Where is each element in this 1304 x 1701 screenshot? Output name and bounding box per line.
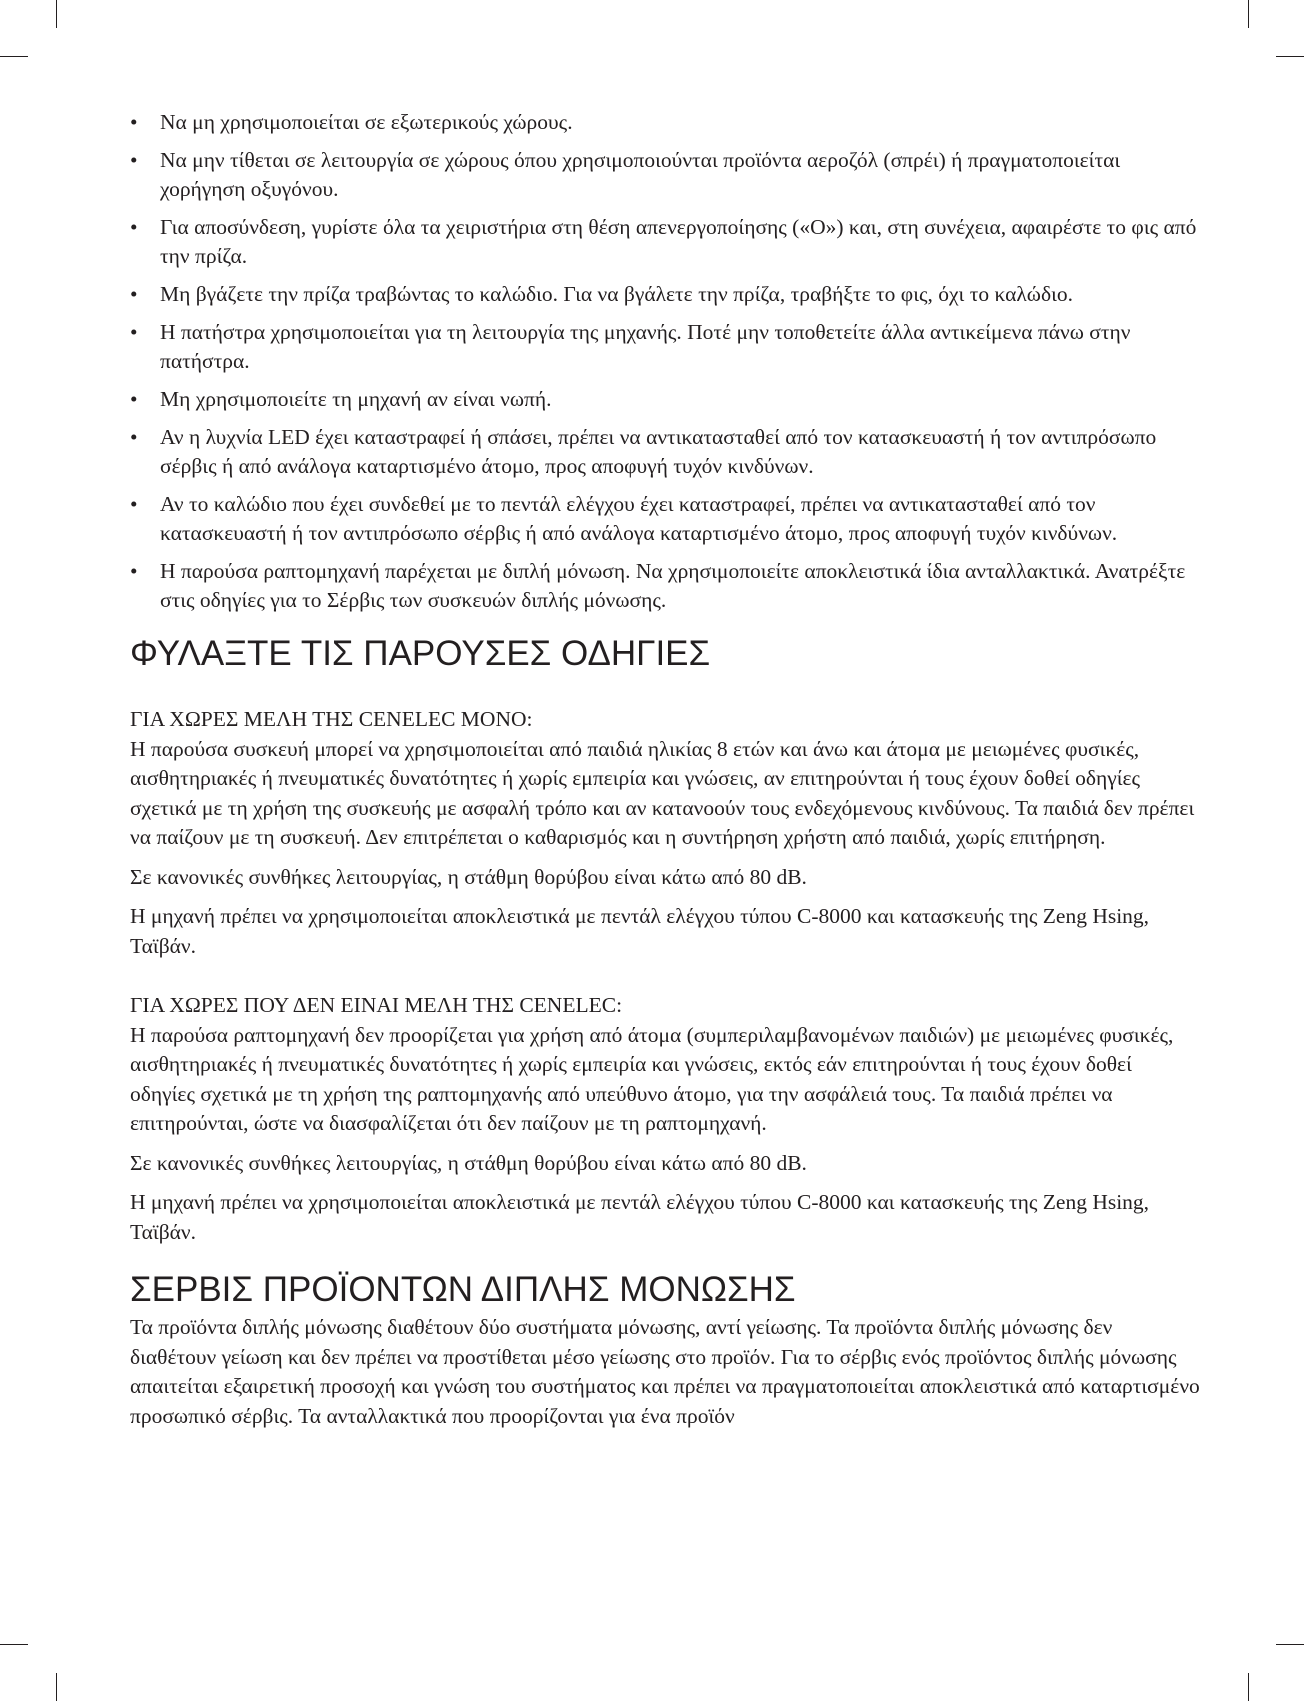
non-cenelec-noise: Σε κανονικές συνθήκες λειτουργίας, η στάθμη θορύβου είναι κάτω από 80 dB. — [130, 1150, 807, 1175]
crop-mark-top-right-h — [1276, 56, 1304, 57]
cenelec-pedal: Η μηχανή πρέπει να χρησιμοποιείται αποκλειστικά με πεντάλ ελέγχου τύπου C-8000 και κατασκευής της Zeng Hsing, Ταϊβάν. — [130, 904, 1150, 958]
cenelec-noise: Σε κανονικές συνθήκες λειτουργίας, η στάθμη θορύβου είναι κάτω από 80 dB. — [130, 864, 807, 889]
save-instructions-heading: ΦΥΛΑΞΤΕ ΤΙΣ ΠΑΡΟΥΣΕΣ ΟΔΗΓΙΕΣ — [130, 634, 711, 673]
crop-mark-bottom-left — [56, 1673, 57, 1701]
service-heading: ΣΕΡΒΙΣ ΠΡΟΪΟΝΤΩΝ ΔΙΠΛΗΣ ΜΟΝΩΣΗΣ — [130, 1270, 796, 1309]
bullet-item: • Μη βγάζετε την πρίζα τραβώντας το καλώδιο. Για να βγάλετε την πρίζα, τραβήξτε το φις, όχι το καλώδιο. — [130, 280, 1200, 309]
cenelec-body: Η παρούσα συσκευή μπορεί να χρησιμοποιείται από παιδιά ηλικίας 8 ετών και άνω και άτομα με μειωμένες φυσικές, αισθητηριακές ή πνευματικές δυνατότητες ή χωρίς εμπειρία και γνώσεις, αν επιτηρούνται ή τους έχουν δοθεί οδηγίες σχετικά με τη χρήση της συσκευής με ασφαλή τρόπο και αν κατανοούν τους ενδεχόμενους κινδύνους. Τα παιδιά δεν πρέπει να παίζουν με τη συσκευή. Δεν επιτρέπεται ο καθαρισμός και η συντήρηση χρήστη από παιδιά, χωρίς επιτήρηση. — [130, 736, 1195, 849]
crop-mark-top-right — [1248, 0, 1249, 28]
bullet-item: • Να μη χρησιμοποιείται σε εξωτερικούς χώρους. — [130, 108, 1200, 137]
bullet-item: • Αν η λυχνία LED έχει καταστραφεί ή σπάσει, πρέπει να αντικατασταθεί από τον κατασκευαστή ή τον αντιπρόσωπο σέρβις ή από ανάλογα καταρτισμένο άτομο, προς αποφυγή τυχόν κινδύνων. — [130, 423, 1200, 481]
bullet-item: • Αν το καλώδιο που έχει συνδεθεί με το πεντάλ ελέγχου έχει καταστραφεί, πρέπει να αντικατασταθεί από τον κατασκευαστή ή τον αντιπρόσωπο σέρβις ή από ανάλογα καταρτισμένο άτομο, προς αποφυγή τυχόν κινδύνων. — [130, 490, 1200, 548]
crop-mark-top-left-h — [0, 56, 28, 57]
bullet-item: • Να μην τίθεται σε λειτουργία σε χώρους όπου χρησιμοποιούνται προϊόντα αεροζόλ (σπρέι) ή πραγματοποιείται χορήγηση οξυγόνου. — [130, 146, 1200, 204]
non-cenelec-body: Η παρούσα ραπτομηχανή δεν προορίζεται για χρήση από άτομα (συμπεριλαμβανομένων παιδιών) με μειωμένες φυσικές, αισθητηριακές ή πνευματικές δυνατότητες ή χωρίς εμπειρία και γνώσεις, εκτός εάν επιτηρούνται ή τους έχουν δοθεί οδηγίες σχετικά με τη χρήση της ραπτομηχανής από υπεύθυνο άτομο, για την ασφάλειά τους. Τα παιδιά πρέπει να επιτηρούνται, ώστε να διασφαλίζεται ότι δεν παίζουν με τη ραπτομηχανή. — [130, 1022, 1174, 1135]
crop-mark-bottom-left-h — [0, 1644, 28, 1645]
document-page — [130, 108, 1200, 1431]
non-cenelec-pedal: Η μηχανή πρέπει να χρησιμοποιείται αποκλειστικά με πεντάλ ελέγχου τύπου C-8000 και κατασκευής της Zeng Hsing, Ταϊβάν. — [130, 1190, 1150, 1244]
bullet-item: • Η πατήστρα χρησιμοποιείται για τη λειτουργία της μηχανής. Ποτέ μην τοποθετείτε άλλα αντικείμενα πάνω στην πατήστρα. — [130, 318, 1200, 376]
bullet-item: • Για αποσύνδεση, γυρίστε όλα τα χειριστήρια στη θέση απενεργοποίησης («O») και, στη συνέχεια, αφαιρέστε το φις από την πρίζα. — [130, 213, 1200, 271]
cenelec-label: ΓΙΑ ΧΩΡΕΣ ΜΕΛΗ ΤΗΣ CENELEC ΜΟΝΟ: — [130, 707, 533, 731]
bullet-item: • Η παρούσα ραπτομηχανή παρέχεται με διπλή μόνωση. Να χρησιμοποιείτε αποκλειστικά ίδια ανταλλακτικά. Ανατρέξτε στις οδηγίες για το Σέρβις των συσκευών διπλής μόνωσης. — [130, 557, 1200, 615]
crop-mark-bottom-right — [1248, 1673, 1249, 1701]
safety-bullet-list — [130, 108, 1200, 615]
service-body: Τα προϊόντα διπλής μόνωσης διαθέτουν δύο συστήματα μόνωσης, αντί γείωσης. Τα προϊόντα διπλής μόνωσης δεν διαθέτουν γείωση και δεν πρέπει να προστίθεται μέσο γείωσης στο προϊόν. Για το σέρβις ενός προϊόντος διπλής μόνωσης απαιτείται εξαιρετική προσοχή και γνώση του συστήματος και πρέπει να πραγματοποιείται αποκλειστικά από καταρτισμένο προσωπικό σέρβις. Τα ανταλλακτικά που προορίζονται για ένα προϊόν — [130, 1315, 1200, 1428]
non-cenelec-label: ΓΙΑ ΧΩΡΕΣ ΠΟΥ ΔΕΝ ΕΙΝΑΙ ΜΕΛΗ ΤΗΣ CENELEC: — [130, 993, 623, 1017]
crop-mark-top-left — [56, 0, 57, 28]
bullet-item: • Μη χρησιμοποιείτε τη μηχανή αν είναι νωπή. — [130, 385, 1200, 414]
crop-mark-bottom-right-h — [1276, 1644, 1304, 1645]
